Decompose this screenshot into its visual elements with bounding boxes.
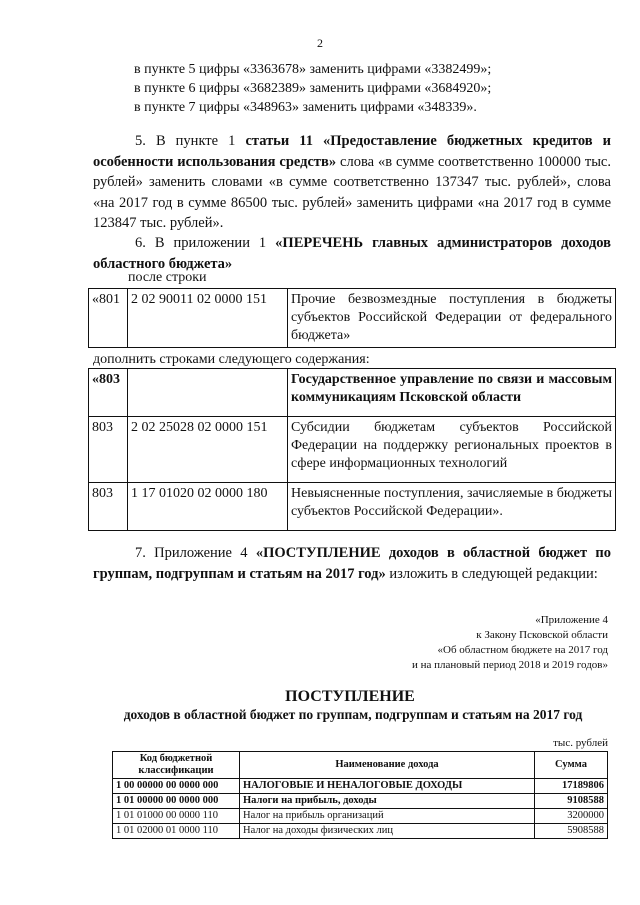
table-row [113, 809, 608, 824]
admin-code-cell: 803 [89, 483, 128, 531]
code-cell: 1 01 01000 00 0000 110 [113, 809, 240, 824]
after-row-label: после строки [128, 270, 207, 285]
units-label: тыс. рублей [553, 737, 608, 749]
code-cell: 1 00 00000 00 0000 000 [113, 779, 240, 794]
column-header-code: Код бюджетной классификации [113, 752, 240, 779]
table-row [89, 289, 616, 348]
table-row [113, 794, 608, 809]
page-number: 2 [317, 36, 323, 50]
sum-cell: 3200000 [535, 809, 608, 824]
income-name-cell: Субсидии бюджетам субъектов Российской Федерации на поддержку региональных проектов в сфере информационных технологий [288, 417, 616, 483]
name-cell: Налог на доходы физических лиц [240, 824, 535, 839]
budget-code-cell: 2 02 90011 02 0000 151 [128, 289, 288, 348]
income-name-cell: Прочие безвозмездные поступления в бюджеты субъектов Российской Федерации от федерального бюджета» [288, 289, 616, 348]
income-table [112, 751, 608, 839]
new-rows-table [88, 368, 616, 531]
sum-cell: 17189806 [535, 779, 608, 794]
sum-cell: 5908588 [535, 824, 608, 839]
table-row [113, 779, 608, 794]
table-row [89, 369, 616, 417]
paragraph-7: 7. Приложение 4 «ПОСТУПЛЕНИЕ доходов в областной бюджет по группам, подгруппам и статьям на 2017 год» изложить в следующей редакции: [93, 545, 611, 582]
paragraph-5: 5. В пункте 1 статьи 11 «Предоставление бюджетных кредитов и особенности использования средств» слова «в сумме соответственно 100000 тыс. рублей» заменить словами «в сумме соответственно 137347 тыс. рублей», слова «на 2017 год в сумме 86500 тыс. рублей» заменить цифрами «на 2017 год в сумме 123847 тыс. рублей». [93, 133, 611, 231]
admin-code-cell: 803 [89, 417, 128, 483]
budget-code-cell: 2 02 25028 02 0000 151 [128, 417, 288, 483]
table-header-row [113, 752, 608, 779]
name-cell: Налог на прибыль организаций [240, 809, 535, 824]
name-cell: НАЛОГОВЫЕ И НЕНАЛОГОВЫЕ ДОХОДЫ [240, 779, 535, 794]
column-header-sum: Сумма [535, 752, 608, 779]
code-cell: 1 01 00000 00 0000 000 [113, 794, 240, 809]
admin-code-cell: «801 [89, 289, 128, 348]
sum-cell: 9108588 [535, 794, 608, 809]
income-name-cell: Невыясненные поступления, зачисляемые в бюджеты субъектов Российской Федерации». [288, 483, 616, 531]
replacement-line: в пункте 5 цифры «3363678» заменить цифрами «3382499»; [134, 62, 492, 77]
income-title: ПОСТУПЛЕНИЕ [285, 688, 415, 705]
admin-code-cell: «803 [89, 369, 128, 417]
income-name-cell: Государственное управление по связи и массовым коммуникациям Псковской области [288, 369, 616, 417]
budget-code-cell [128, 369, 288, 417]
budget-code-cell: 1 17 01020 02 0000 180 [128, 483, 288, 531]
column-header-name: Наименование дохода [240, 752, 535, 779]
table-row [89, 483, 616, 531]
paragraph-6: 6. В приложении 1 «ПЕРЕЧЕНЬ главных администраторов доходов областного бюджета» [93, 235, 611, 272]
replacement-line: в пункте 6 цифры «3682389» заменить цифрами «3684920»; [134, 81, 492, 96]
name-cell: Налоги на прибыль, доходы [240, 794, 535, 809]
table-row [89, 417, 616, 483]
existing-row-table [88, 288, 616, 348]
appendix-caption: «Приложение 4 к Закону Псковской области «Об областном бюджете на 2017 год и на плановый период 2018 и 2019 годов» [411, 614, 608, 671]
code-cell: 1 01 02000 01 0000 110 [113, 824, 240, 839]
replacement-line: в пункте 7 цифры «348963» заменить цифрами «348339». [134, 100, 477, 115]
supplement-label: дополнить строками следующего содержания: [93, 352, 370, 367]
income-subtitle: доходов в областной бюджет по группам, подгруппам и статьям на 2017 год [123, 707, 583, 722]
table-row [113, 824, 608, 839]
